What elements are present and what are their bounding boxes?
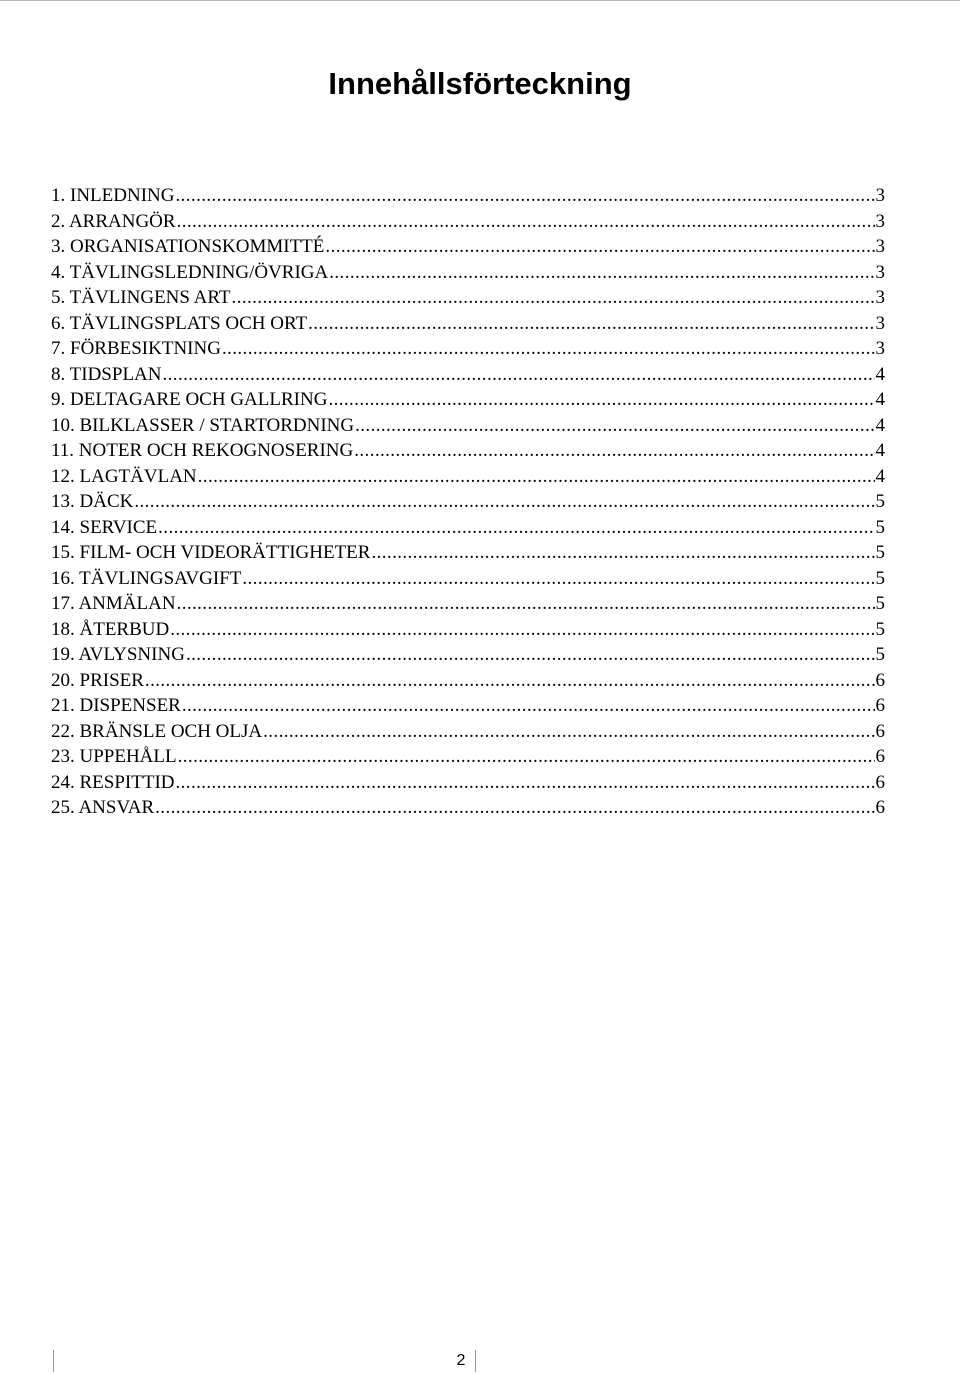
toc-dot-leader xyxy=(222,336,875,362)
toc-dot-leader xyxy=(158,515,874,541)
toc-entry[interactable] xyxy=(51,617,885,643)
toc-entry-page: 5 xyxy=(875,567,885,589)
toc-entry-label: 9. DELTAGARE OCH GALLRING xyxy=(51,389,328,410)
toc-entry[interactable] xyxy=(51,387,885,413)
toc-entry-label: 12. LAGTÄVLAN xyxy=(51,465,197,487)
toc-entry-page: 3 xyxy=(875,338,885,359)
toc-entry-page: 6 xyxy=(875,797,885,818)
toc-entry-label: 21. DISPENSER xyxy=(51,695,181,716)
toc-entry-page: 5 xyxy=(875,593,885,614)
toc-dot-leader xyxy=(355,413,874,439)
toc-entry-label: 5. TÄVLINGENS ART xyxy=(51,287,231,308)
toc-entry-page: 6 xyxy=(875,669,885,691)
toc-entry-page: 3 xyxy=(875,312,885,334)
toc-dot-leader xyxy=(177,591,875,617)
toc-dot-leader xyxy=(163,362,875,388)
toc-entry[interactable] xyxy=(51,336,885,362)
toc-entry[interactable] xyxy=(51,489,885,515)
toc-entry[interactable] xyxy=(51,183,885,209)
toc-entry-label: 15. FILM- OCH VIDEORÄTTIGHETER xyxy=(51,542,371,563)
toc-dot-leader xyxy=(186,642,875,668)
toc-entry-page: 4 xyxy=(875,440,885,461)
toc-entry-page: 5 xyxy=(875,516,885,538)
toc-entry[interactable] xyxy=(51,234,885,260)
toc-entry-page: 3 xyxy=(875,236,885,257)
toc-entry-page: 5 xyxy=(875,618,885,640)
footer-divider-left xyxy=(53,1350,54,1372)
toc-entry-page: 6 xyxy=(875,695,885,716)
toc-entry[interactable] xyxy=(51,744,885,770)
toc-entry-label: 10. BILKLASSER / STARTORDNING xyxy=(51,414,355,436)
toc-entry[interactable] xyxy=(51,311,885,337)
toc-entry-label: 25. ANSVAR xyxy=(51,797,155,818)
toc-dot-leader xyxy=(170,617,874,643)
toc-entry-label: 2. ARRANGÖR xyxy=(51,210,176,232)
footer-divider-right xyxy=(475,1350,476,1372)
toc-dot-leader xyxy=(325,234,874,260)
toc-entry[interactable] xyxy=(51,438,885,464)
toc-entry-label: 20. PRISER xyxy=(51,669,144,691)
toc-dot-leader xyxy=(328,387,874,413)
toc-dot-leader xyxy=(308,311,874,337)
toc-entry-page: 5 xyxy=(875,542,885,563)
toc-dot-leader xyxy=(145,668,875,694)
toc-entry-label: 22. BRÄNSLE OCH OLJA xyxy=(51,720,263,742)
toc-dot-leader xyxy=(263,719,874,745)
toc-dot-leader xyxy=(329,260,874,286)
toc-dot-leader xyxy=(232,285,875,311)
toc-entry-label: 13. DÄCK xyxy=(51,491,134,512)
toc-entry[interactable] xyxy=(51,795,885,821)
toc-entry-label: 19. AVLYSNING xyxy=(51,644,185,665)
toc-entry-page: 3 xyxy=(875,261,885,283)
toc-dot-leader xyxy=(198,464,875,490)
toc-entry[interactable] xyxy=(51,413,885,439)
toc-dot-leader xyxy=(175,183,874,209)
toc-entry-label: 17. ANMÄLAN xyxy=(51,593,176,614)
toc-entry-page: 5 xyxy=(875,644,885,665)
toc-entry-label: 7. FÖRBESIKTNING xyxy=(51,338,221,359)
toc-entry[interactable] xyxy=(51,591,885,617)
toc-entry-label: 24. RESPITTID xyxy=(51,771,175,793)
toc-entry-label: 4. TÄVLINGSLEDNING/ÖVRIGA xyxy=(51,261,329,283)
toc-entry-label: 8. TIDSPLAN xyxy=(51,363,162,385)
toc-entry-label: 6. TÄVLINGSPLATS OCH ORT xyxy=(51,312,308,334)
page-number: 2 xyxy=(456,1352,466,1369)
toc-dot-leader xyxy=(177,209,875,235)
toc-entry-label: 23. UPPEHÅLL xyxy=(51,746,177,767)
toc-dot-leader xyxy=(178,744,875,770)
toc-entry[interactable] xyxy=(51,464,885,490)
toc-dot-leader xyxy=(354,438,874,464)
toc-entry[interactable] xyxy=(51,260,885,286)
toc-entry-label: 16. TÄVLINGSAVGIFT xyxy=(51,567,242,589)
toc-dot-leader xyxy=(242,566,874,592)
toc-entry-page: 6 xyxy=(875,746,885,767)
toc-dot-leader xyxy=(176,770,875,796)
toc-entry[interactable] xyxy=(51,285,885,311)
toc-entry[interactable] xyxy=(51,693,885,719)
toc-entry-label: 3. ORGANISATIONSKOMMITTÉ xyxy=(51,236,325,257)
page-title: Innehållsförteckning xyxy=(328,66,632,101)
toc-entry[interactable] xyxy=(51,770,885,796)
toc-dot-leader xyxy=(155,795,874,821)
toc-entry-label: 18. ÅTERBUD xyxy=(51,618,170,640)
toc-entry[interactable] xyxy=(51,719,885,745)
toc-dot-leader xyxy=(134,489,874,515)
toc-entry-page: 5 xyxy=(875,491,885,512)
toc-entry[interactable] xyxy=(51,566,885,592)
toc-entry-page: 3 xyxy=(875,287,885,308)
toc-entry-page: 4 xyxy=(875,363,885,385)
page-top-rule xyxy=(0,0,960,1)
table-of-contents xyxy=(51,183,885,821)
toc-entry-label: 1. INLEDNING xyxy=(51,185,175,206)
toc-dot-leader xyxy=(371,540,874,566)
toc-entry[interactable] xyxy=(51,668,885,694)
toc-entry[interactable] xyxy=(51,642,885,668)
toc-entry[interactable] xyxy=(51,515,885,541)
toc-entry-page: 3 xyxy=(875,210,885,232)
toc-entry[interactable] xyxy=(51,362,885,388)
toc-dot-leader xyxy=(182,693,875,719)
toc-entry-label: 11. NOTER OCH REKOGNOSERING xyxy=(51,440,354,461)
toc-entry-page: 3 xyxy=(875,185,885,206)
toc-entry-page: 6 xyxy=(875,720,885,742)
toc-entry[interactable] xyxy=(51,540,885,566)
toc-entry[interactable] xyxy=(51,209,885,235)
toc-entry-page: 6 xyxy=(875,771,885,793)
toc-entry-page: 4 xyxy=(875,414,885,436)
toc-entry-label: 14. SERVICE xyxy=(51,516,158,538)
toc-entry-page: 4 xyxy=(875,389,885,410)
toc-entry-page: 4 xyxy=(875,465,885,487)
